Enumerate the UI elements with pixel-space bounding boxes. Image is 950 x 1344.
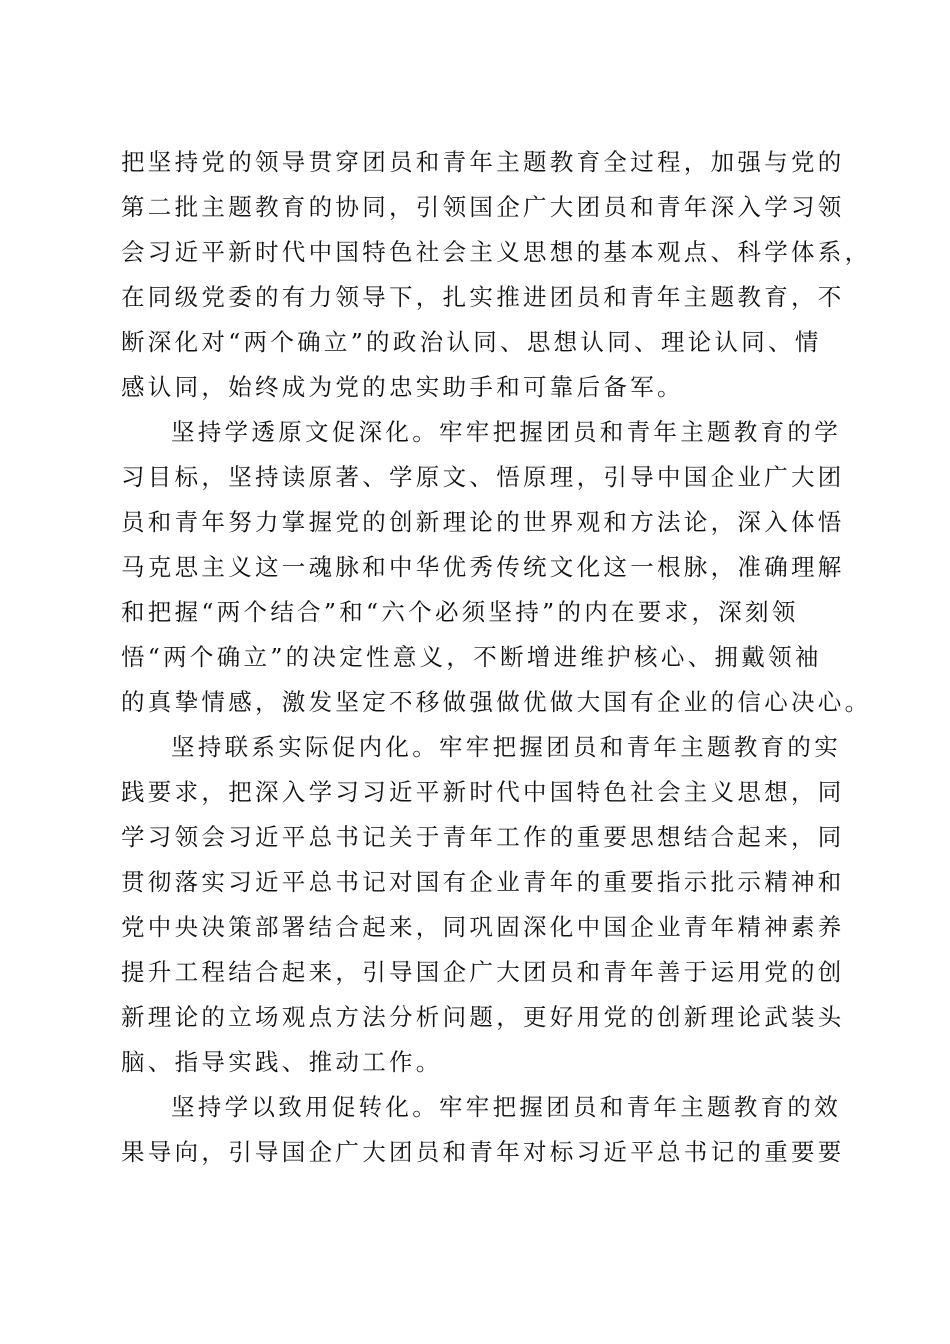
text-line: 坚持学以致用促转化。牢牢把握团员和青年主题教育的效 [171, 1093, 841, 1121]
text-line: 员和青年努力掌握党的创新理论的世界观和方法论，深入体悟 [121, 508, 845, 536]
text-line: 果导向，引导国企广大团员和青年对标习近平总书记的重要要 [121, 1138, 845, 1166]
paragraph-2 [121, 410, 872, 725]
text-line: 断深化对“两个确立”的政治认同、思想认同、理论认同、情 [121, 328, 822, 356]
paragraph-3 [121, 725, 845, 1085]
text-line: 坚持联系实际促内化。牢牢把握团员和青年主题教育的实 [171, 733, 841, 761]
text-line: 新理论的立场观点方法分析问题，更好用党的创新理论武装头 [121, 1003, 845, 1031]
text-line: 贯彻落实习近平总书记对国有企业青年的重要指示批示精神和 [121, 868, 845, 896]
paragraph-1 [121, 140, 872, 410]
text-line: 践要求，把深入学习习近平新时代中国特色社会主义思想，同 [121, 778, 845, 806]
text-line: 马克思主义这一魂脉和中华优秀传统文化这一根脉，准确理解 [121, 553, 845, 581]
text-line: 脑、指导实践、推动工作。 [121, 1048, 443, 1076]
text-line: 和把握“两个结合”和“六个必须坚持”的内在要求，深刻领 [121, 598, 799, 626]
text-line: 在同级党委的有力领导下，扎实推进团员和青年主题教育，不 [121, 283, 845, 311]
text-line: 坚持学透原文促深化。牢牢把握团员和青年主题教育的学 [171, 418, 841, 446]
text-line: 第二批主题教育的协同，引领国企广大团员和青年深入学习领 [121, 193, 845, 221]
text-line: 的真挚情感，激发坚定不移做强做优做大国有企业的信心决心。 [121, 688, 872, 716]
text-line: 提升工程结合起来，引导国企广大团员和青年善于运用党的创 [121, 958, 845, 986]
body-text [121, 140, 872, 1175]
text-line: 会习近平新时代中国特色社会主义思想的基本观点、科学体系， [121, 238, 872, 266]
text-line: 感认同，始终成为党的忠实助手和可靠后备军。 [121, 373, 684, 401]
text-line: 党中央决策部署结合起来，同巩固深化中国企业青年精神素养 [121, 913, 845, 941]
text-line: 学习领会习近平总书记关于青年工作的重要思想结合起来，同 [121, 823, 845, 851]
text-line: 悟“两个确立”的决定性意义，不断增进维护核心、拥戴领袖 [121, 643, 822, 671]
paragraph-4 [121, 1085, 845, 1175]
text-line: 把坚持党的领导贯穿团员和青年主题教育全过程，加强与党的 [121, 148, 845, 176]
text-line: 习目标，坚持读原著、学原文、悟原理，引导中国企业广大团 [121, 463, 845, 491]
